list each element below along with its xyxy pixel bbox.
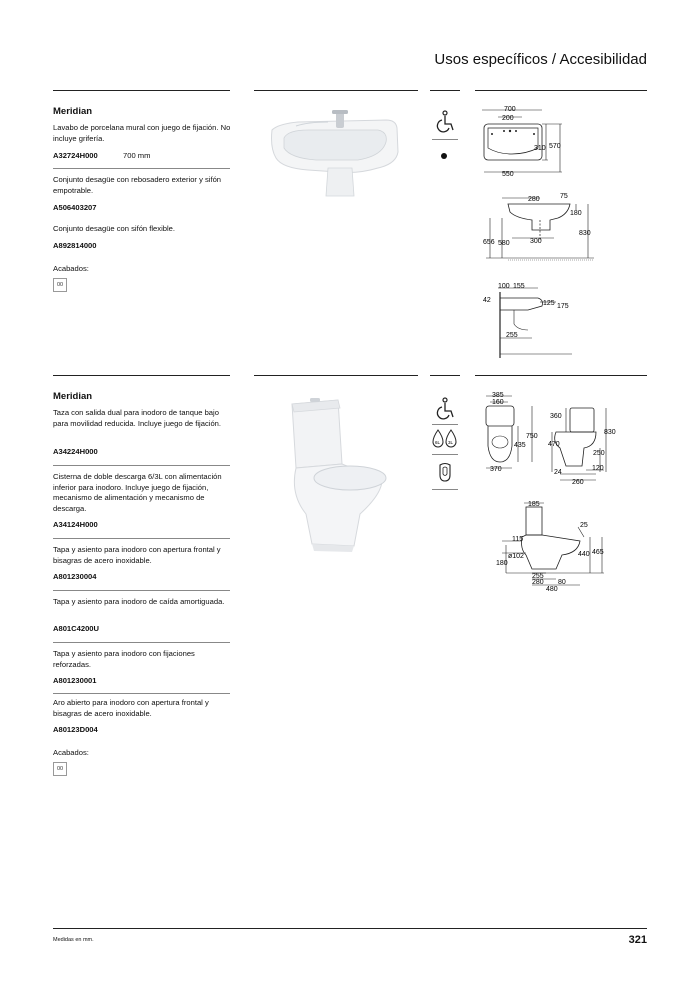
dim-115: 115: [512, 536, 524, 543]
dim-470: 470: [548, 441, 560, 448]
dot-icon: [438, 150, 450, 162]
section2-item3-code: A801230004: [53, 572, 97, 581]
dim-280: 280: [532, 579, 544, 586]
dim-180: 180: [496, 560, 508, 567]
section1-item1-code: A32724H000: [53, 151, 98, 160]
dim-830: 830: [579, 230, 591, 237]
wheelchair-icon: [432, 109, 458, 135]
divider: [53, 642, 230, 643]
section2-item1-desc: Taza con salida dual para inodoro de tanque bajo para movilidad reducida. Incluye juego de fijación.: [53, 408, 222, 428]
dual-flush-6-3-icon: [430, 428, 460, 450]
toilet-side-drawing: [546, 402, 620, 486]
dim-200: 200: [502, 115, 514, 122]
dim-102: ø102: [508, 553, 524, 560]
dim-310: 310: [534, 145, 546, 152]
dim-125: 125: [543, 300, 555, 307]
section2-rule-left: [53, 375, 230, 376]
dim-120: 120: [592, 465, 604, 472]
dim-570: 570: [549, 143, 561, 150]
section1-item3-desc: Conjunto desagüe con sifón flexible.: [53, 224, 176, 233]
section2-rule-mid: [254, 375, 418, 376]
section2-item3-desc: Tapa y asiento para inodoro con apertura frontal y bisagras de acero inoxidable.: [53, 545, 221, 565]
section1-rule-right: [475, 90, 647, 91]
dim-360: 360: [550, 413, 562, 420]
section2-item1-code: A34224H000: [53, 447, 98, 456]
section1-item2-desc: Conjunto desagüe con rebosadero exterior y sifón empotrable.: [53, 175, 222, 195]
dim-465: 465: [592, 549, 604, 556]
dim-385: 385: [492, 392, 504, 399]
page-number: 321: [628, 934, 647, 946]
finish-swatch-white[interactable]: 00: [53, 762, 67, 776]
divider: [432, 139, 458, 140]
section1-finishes-label: Acabados:: [53, 264, 89, 273]
dim-25: 25: [580, 522, 588, 529]
dim-255: 255: [506, 332, 518, 339]
section2-item4-code: A801C4200U: [53, 624, 100, 633]
flush-3l-label: 3L: [448, 440, 454, 445]
section2-rule-icons: [430, 375, 460, 376]
dim-42: 42: [483, 297, 491, 304]
toilet-front-drawing: [478, 390, 542, 474]
flush-6l-label: 6L: [435, 440, 441, 445]
section2-title: Meridian: [53, 391, 93, 402]
section2-item6-desc: Aro abierto para inodoro con apertura frontal y bisagras de acero inoxidable.: [53, 698, 209, 718]
dim-300: 300: [530, 238, 542, 245]
dim-100: 100: [498, 283, 510, 290]
dim-550: 550: [502, 171, 514, 178]
dim-160: 160: [492, 399, 504, 406]
dim-75: 75: [560, 193, 568, 200]
dim-370: 370: [490, 466, 502, 473]
page-title: Usos específicos / Accesibilidad: [434, 51, 647, 68]
section2-item4-desc: Tapa y asiento para inodoro de caída amortiguada.: [53, 597, 225, 606]
section2-item5-code: A801230001: [53, 676, 97, 685]
dim-435: 435: [514, 442, 526, 449]
divider: [53, 465, 230, 466]
section1-item1-desc: Lavabo de porcelana mural con juego de fijación. No incluye grifería.: [53, 123, 231, 143]
dim-180: 180: [570, 210, 582, 217]
section1-rule-left: [53, 90, 230, 91]
footer-rule: [53, 928, 647, 929]
dim-185: 185: [528, 501, 540, 508]
divider: [432, 489, 458, 490]
dim-580: 580: [498, 240, 510, 247]
section2-item5-desc: Tapa y asiento para inodoro con fijaciones reforzadas.: [53, 649, 195, 669]
divider: [53, 590, 230, 591]
section2-finishes-label: Acabados:: [53, 748, 89, 757]
dim-480: 480: [546, 586, 558, 593]
section1-item2-code: A506403207: [53, 203, 97, 212]
finish-swatch-white[interactable]: 00: [53, 278, 67, 292]
section1-title: Meridian: [53, 106, 93, 117]
section2-item6-code: A80123D004: [53, 725, 98, 734]
section2-item2-code: A34124H000: [53, 520, 98, 529]
dim-250: 250: [593, 450, 605, 457]
washbasin-top-drawing: [478, 104, 568, 182]
toilet-section-drawing: [492, 497, 608, 597]
rimless-toilet-icon: [436, 460, 454, 484]
footer-note: Medidas en mm.: [53, 937, 94, 943]
divider: [432, 454, 458, 455]
dim-440: 440: [578, 551, 590, 558]
dim-24: 24: [554, 469, 562, 476]
dim-280: 280: [528, 196, 540, 203]
dim-255: 255: [532, 573, 544, 580]
toilet-photo: [282, 394, 392, 554]
divider: [53, 538, 230, 539]
wheelchair-icon: [432, 396, 458, 422]
divider: [432, 424, 458, 425]
section1-item3-code: A892814000: [53, 241, 97, 250]
washbasin-side-drawing: [478, 280, 578, 360]
dim-656: 656: [483, 239, 495, 246]
washbasin-photo: [268, 108, 400, 198]
dim-80: 80: [558, 579, 566, 586]
divider: [53, 693, 230, 694]
section1-item1-dim: 700 mm: [123, 151, 151, 160]
washbasin-front-drawing: [478, 188, 596, 264]
dim-700: 700: [504, 106, 516, 113]
section1-rule-icons: [430, 90, 460, 91]
divider: [53, 168, 230, 169]
section1-rule-mid: [254, 90, 418, 91]
dim-830: 830: [604, 429, 616, 436]
dim-175: 175: [557, 303, 569, 310]
dim-750: 750: [526, 433, 538, 440]
section2-rule-right: [475, 375, 647, 376]
dim-260: 260: [572, 479, 584, 486]
dim-155: 155: [513, 283, 525, 290]
section2-item2-desc: Cisterna de doble descarga 6/3L con alimentación inferior para inodoro. Incluye juego de fijación, mecanismo de alimentación y mecanismo de descarga.: [53, 472, 222, 513]
